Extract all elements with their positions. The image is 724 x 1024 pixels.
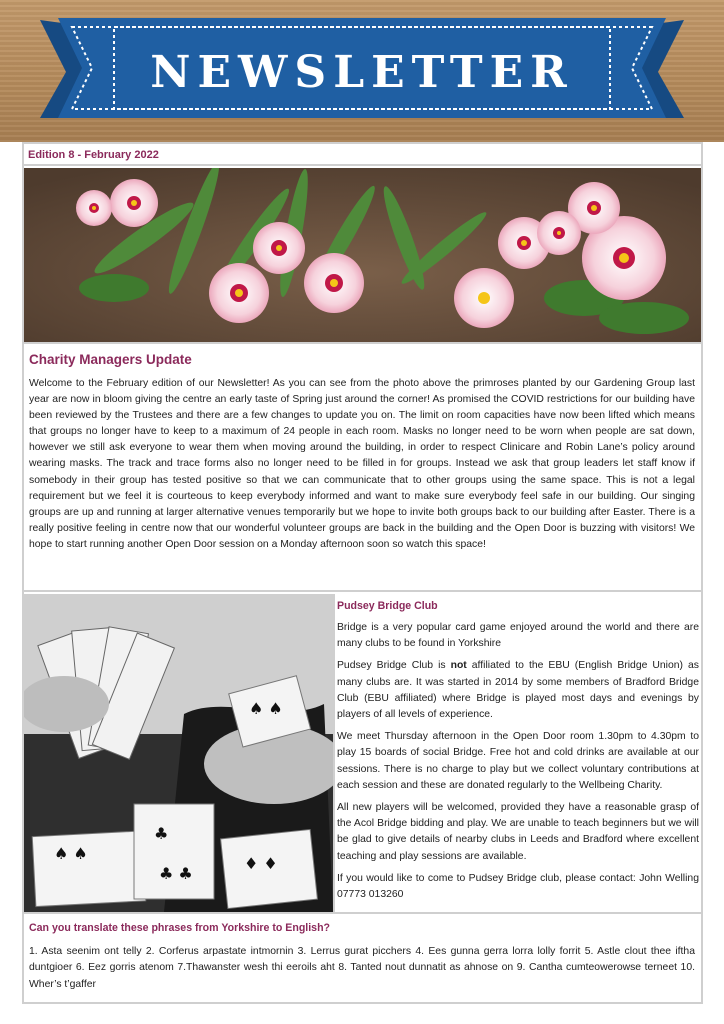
bridge-club-section xyxy=(337,594,701,912)
primroses-photo xyxy=(24,168,701,342)
column-divider xyxy=(333,594,335,912)
yorkshire-body: 1. Asta seenim ont telly 2. Corferus arpastate intmornin 3. Lerrus gurat picchers 4. Ees gunna gerra lorra lolly forrit 5. Astle clout thee iftha duntgioer 6. Eez gorris atenom 7.Thawanster wesh thi eeroils aht 8. Tanted nout dunnatit as ahnose on 9. Cantha cumteowerowse terneet 10. Wher’s t’gaffer xyxy=(29,946,695,990)
bridge-paragraph-3: We meet Thursday afternoon in the Open Door room 1.30pm to 4.30pm to play 15 boards of social Bridge. Free hot and cold drinks are available at our sessions. There is no charge to play but we collect voluntary contributions at each session and these are donated regularly to the Wellbeing Charity. xyxy=(337,731,699,791)
bridge-paragraph-5: If you would like to come to Pudsey Bridge club, please contact: John Welling 07773 013260 xyxy=(337,872,699,901)
newsletter-title: NEWSLETTER xyxy=(150,46,574,98)
svg-text:♠ ♠: ♠ ♠ xyxy=(54,844,88,863)
bridge-paragraph-2 xyxy=(337,658,699,723)
svg-text:♦ ♦: ♦ ♦ xyxy=(244,854,278,873)
primroses-illustration xyxy=(24,168,701,342)
charity-body: Welcome to the February edition of our Newsletter! As you can see from the photo above the primroses planted by our Gardening Group last year are now in bloom giving the centre an early taste of Spring just around the corner! As promised the COVID restrictions for our building have been reviewed by the Trustees and there are a few changes to update you on. The limit on room capacities have now been lifted which means that groups no longer have to keep to a maximum of 24 people in each room. Masks no longer need to be worn when people are sat down, however we still ask everyone to wear them when moving around the building, in order to respect Clinicare and Robin Lane’s policy around wearing masks. The track and trace forms also no longer need to be filled in for groups. Instead we ask that group leaders let staff know if somebody in their group has tested positive so that we can communicate that to other groups using the same space. This is not a legal requirement but we feel it is courteous to keep everybody informed and want to make sure everybody feel safe in our building. Our singing groups are up and running at larger alternative venues temporarily but we hope to invite both groups back to our building after Easter. There is a really positive feeling in centre now that our wonderful volunteer groups are back in the building and the Open Door is buzzing with visitors! We hope to start running another Open Door session on a Monday afternoon soon so watch this space! xyxy=(29,378,695,550)
masthead-background xyxy=(0,0,724,142)
bridge-p2-before: Pudsey Bridge Club is xyxy=(337,660,451,672)
cards-illustration xyxy=(24,594,333,912)
charity-update-section xyxy=(24,342,701,592)
svg-text:♣ ♣: ♣ ♣ xyxy=(159,864,193,883)
yorkshire-section xyxy=(24,912,701,1002)
bridge-p2-bold: not xyxy=(450,660,467,672)
charity-heading: Charity Managers Update xyxy=(29,352,192,367)
bridge-heading: Pudsey Bridge Club xyxy=(337,600,438,612)
playing-cards-photo xyxy=(24,594,333,912)
bridge-paragraph-1: Bridge is a very popular card game enjoyed around the world and there are many clubs to be found in Yorkshire xyxy=(337,622,699,650)
bridge-paragraph-4: All new players will be welcomed, provided they have a reasonable grasp of the Acol Bridge bidding and play. We are unable to teach beginners but we will be glad to give details of nearby clubs in Leeds and Bradford where excellent teaching and play sessions are available. xyxy=(337,802,699,862)
edition-label: Edition 8 - February 2022 xyxy=(24,144,701,166)
svg-text:♠ ♠: ♠ ♠ xyxy=(249,699,283,718)
svg-text:♣: ♣ xyxy=(154,824,169,843)
yorkshire-heading: Can you translate these phrases from Yorkshire to English? xyxy=(29,922,331,934)
bridge-p2-after: affiliated to the EBU (English Bridge Union) as many clubs are. It was started in 2014 by some members of Bradford Bridge Club (EBU affiliated) where Bridge is played most days and evenings by players of all levels of experience. xyxy=(337,660,699,721)
